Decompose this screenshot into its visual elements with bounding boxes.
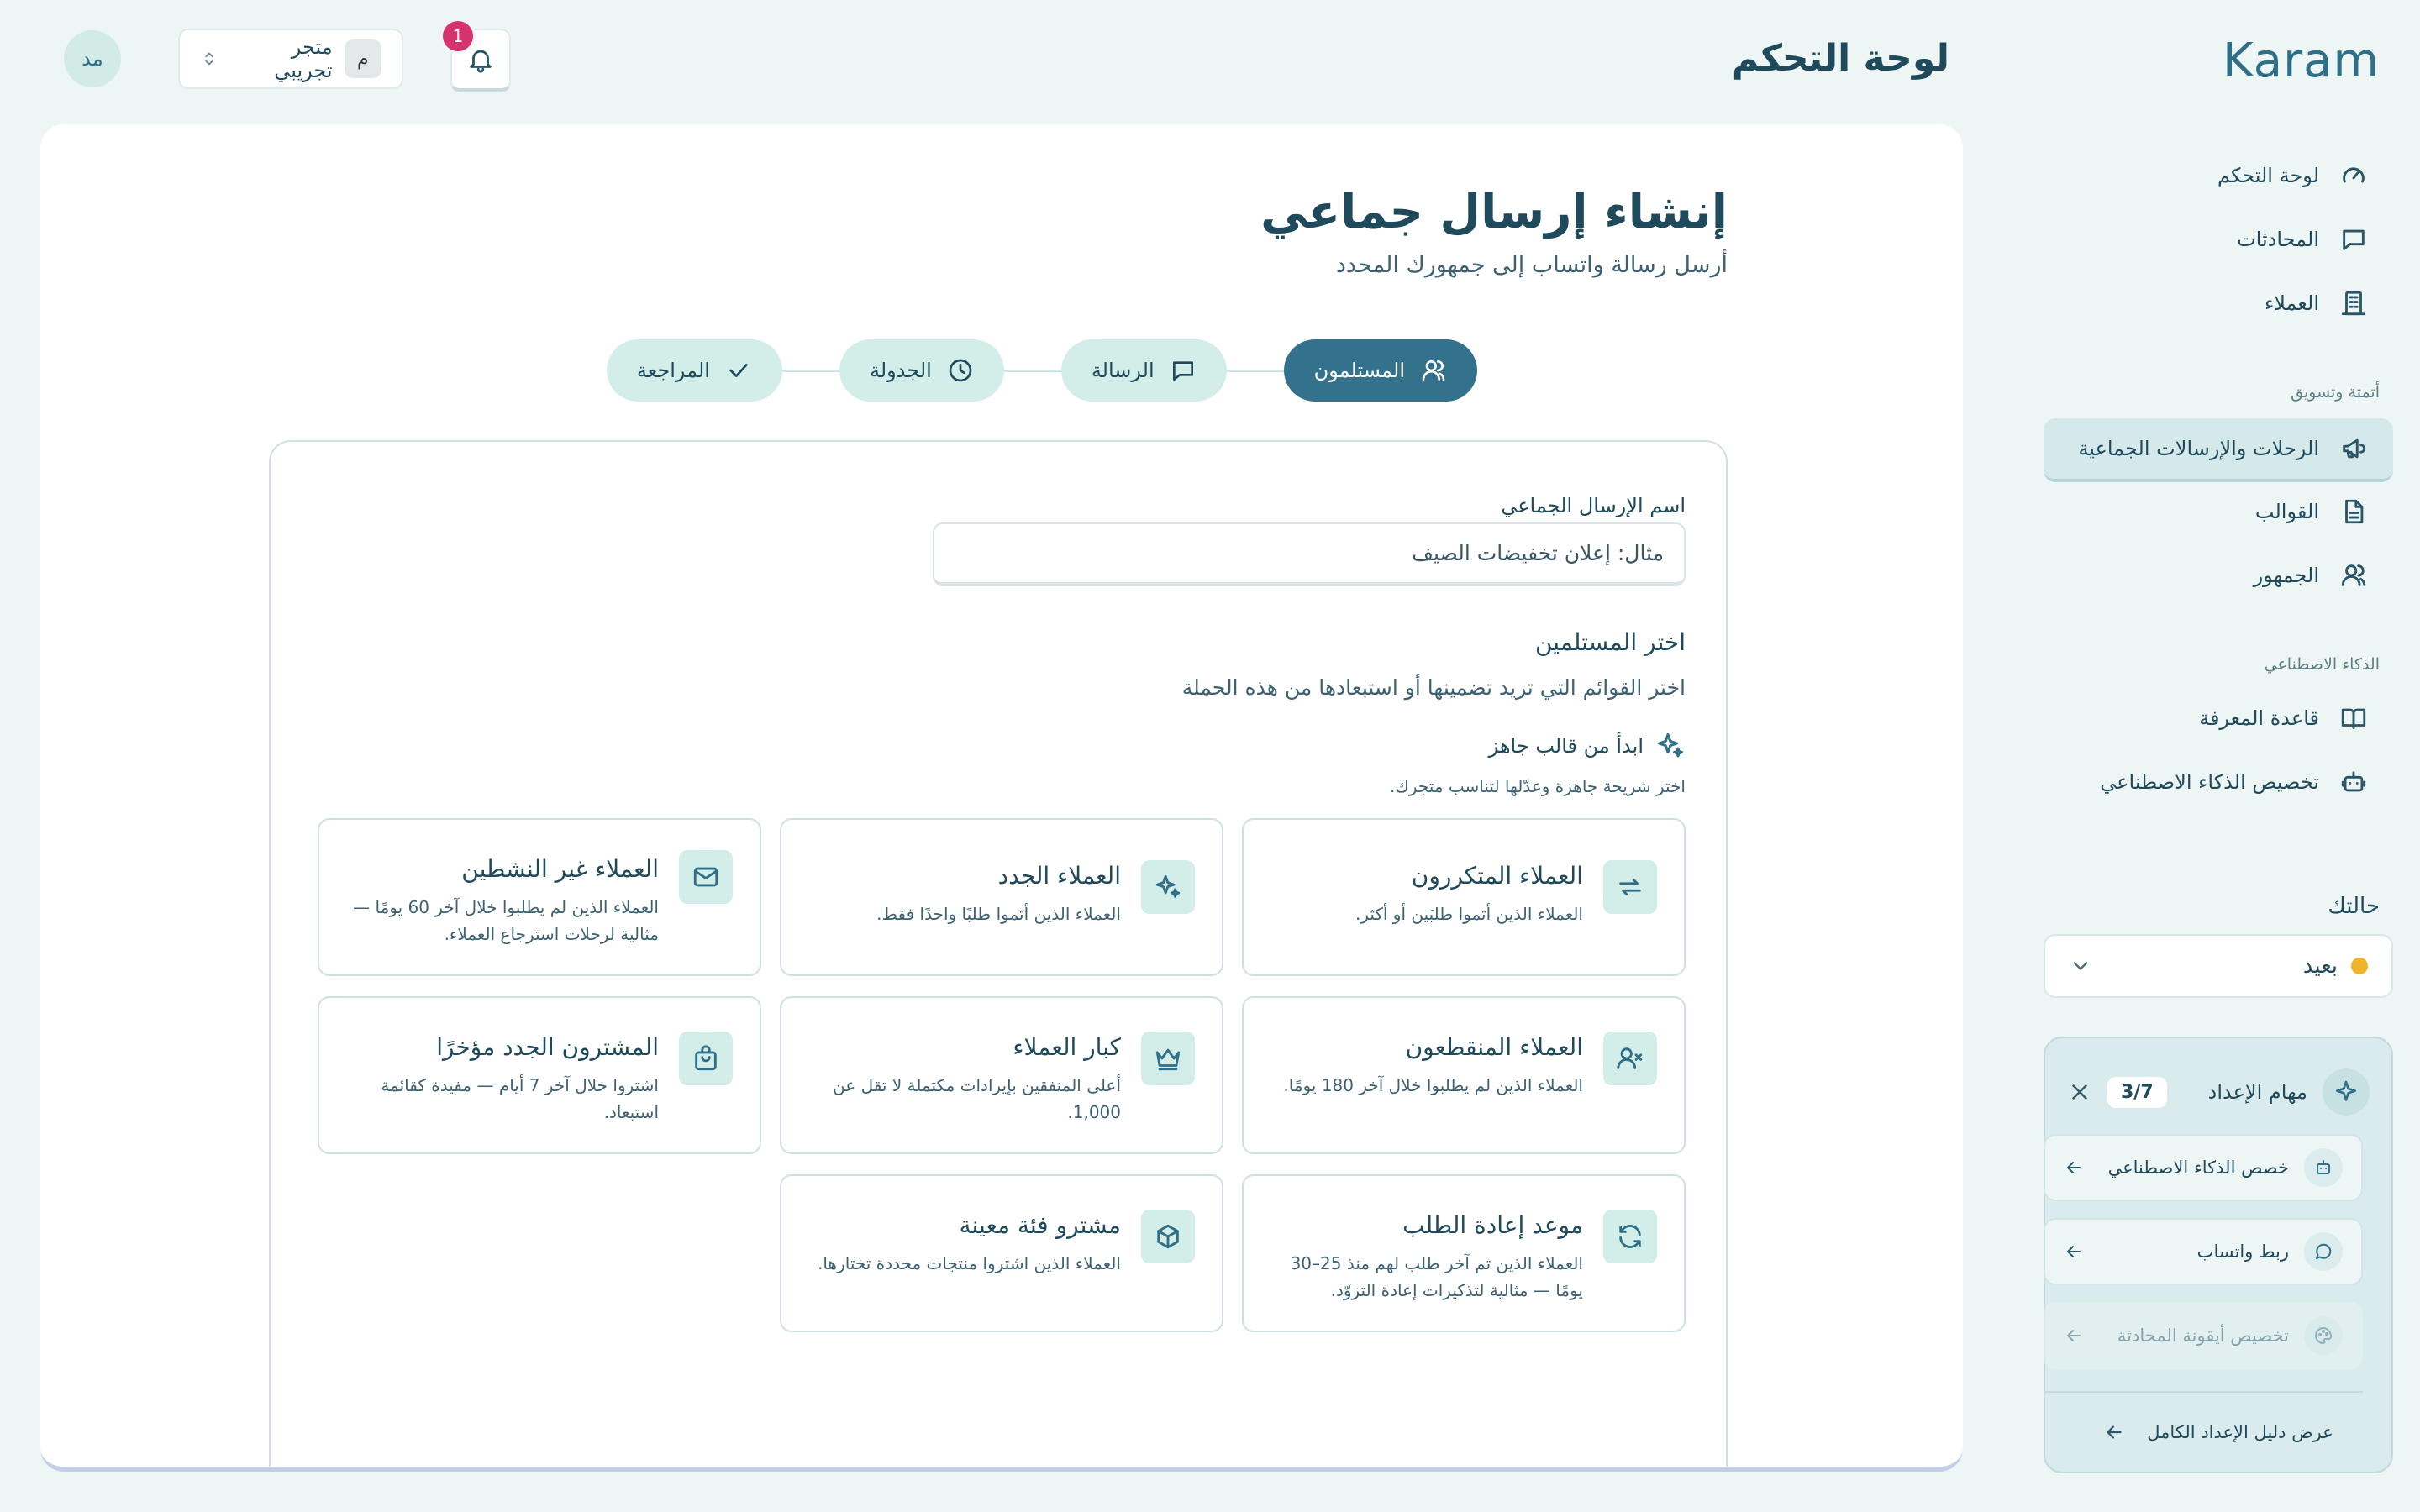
onboarding-task-ai[interactable]: [2044, 1134, 2363, 1201]
bot-icon: [2339, 768, 2368, 796]
segment-description: أعلى المنفقين بإيرادات مكتملة لا تقل عن 1,000.: [833, 1075, 1121, 1122]
segment-description: العملاء الذين أتموا طلبَين أو أكثر.: [1355, 904, 1583, 924]
sidebar-item-audience[interactable]: [2044, 546, 2393, 605]
recipients-description: اختر القوائم التي تريد تضمينها أو استبعادها من هذه الحملة: [1181, 675, 1686, 700]
segment-card-recent-buyers[interactable]: [318, 996, 761, 1154]
sidebar-item-label: تخصيص الذكاء الاصطناعي: [2100, 770, 2319, 794]
broadcast-title: إنشاء إرسال جماعي: [1260, 185, 1728, 239]
gauge-icon: [2339, 161, 2368, 190]
chat-icon: [1170, 357, 1197, 384]
sidebar-item-label: الرحلات والإرسالات الجماعية: [2078, 437, 2319, 460]
segment-title: كبار العملاء: [1013, 1033, 1121, 1061]
crown-icon: [1141, 1032, 1195, 1085]
clock-icon: [947, 357, 974, 384]
bell-icon: [466, 45, 495, 74]
sidebar-item-dashboard[interactable]: [2044, 146, 2393, 205]
section-label-ai: الذكاء الاصطناعي: [2264, 655, 2380, 674]
sparkle-icon: [1655, 731, 1686, 761]
segment-card-vip-customers[interactable]: [780, 996, 1223, 1154]
onboarding-task-label: ربط واتساب: [2196, 1242, 2289, 1262]
palette-icon: [2304, 1316, 2343, 1355]
step-connector: [782, 370, 839, 372]
onboarding-progress-count: 3/7: [2107, 1077, 2167, 1108]
sidebar-item-label: المحادثات: [2237, 228, 2319, 251]
step-label: الرسالة: [1091, 359, 1155, 382]
arrow-left-icon: [2064, 1158, 2084, 1178]
status-label: حالتك: [2328, 894, 2380, 919]
step-label: المراجعة: [636, 359, 710, 382]
user-x-icon: [1603, 1032, 1657, 1085]
repeat-icon: [1603, 860, 1657, 914]
sidebar-item-conversations[interactable]: [2044, 210, 2393, 269]
onboarding-footer-label: عرض دليل الإعداد الكامل: [2147, 1422, 2333, 1442]
status-value: بعيد: [2302, 953, 2338, 979]
sidebar-item-knowledge-base[interactable]: [2044, 689, 2393, 748]
template-heading: [1489, 731, 1686, 761]
sidebar-item-label: العملاء: [2264, 291, 2319, 315]
users-icon: [2339, 561, 2368, 590]
template-hint: اختر شريحة جاهزة وعدّلها لتناسب متجرك.: [1390, 776, 1686, 796]
sidebar-item-label: الجمهور: [2253, 564, 2319, 587]
segment-description: العملاء الذين تم آخر طلب لهم منذ 25–30 يومًا — مثالية لتذكيرات إعادة التزوّد.: [1290, 1253, 1583, 1300]
book-icon: [2339, 704, 2368, 732]
store-avatar: م: [345, 39, 381, 78]
arrow-left-icon: [2064, 1242, 2084, 1262]
sidebar-item-ai-customization[interactable]: [2044, 753, 2393, 811]
document-icon: [2339, 497, 2368, 526]
sparkle-icon: [2323, 1068, 2370, 1116]
karam-logo[interactable]: Karam: [2223, 34, 2380, 88]
onboarding-panel: [2044, 1037, 2393, 1473]
step-message[interactable]: [1061, 339, 1227, 402]
step-schedule[interactable]: [839, 339, 1004, 402]
status-dot: [2351, 958, 2368, 974]
step-connector: [1004, 370, 1061, 372]
megaphone-icon: [2339, 434, 2368, 463]
segment-description: اشتروا خلال آخر 7 أيام — مفيدة كقائمة استبعاد.: [381, 1075, 659, 1122]
check-icon: [725, 357, 752, 384]
segment-title: المشترون الجدد مؤخرًا: [436, 1033, 659, 1061]
sidebar-item-customers[interactable]: [2044, 274, 2393, 333]
sidebar-item-broadcasts[interactable]: [2044, 418, 2393, 482]
store-switcher[interactable]: [178, 29, 403, 89]
broadcast-subtitle: أرسل رسالة واتساب إلى جمهورك المحدد: [1335, 252, 1728, 278]
user-avatar[interactable]: مد: [64, 30, 121, 87]
store-name: متجر تجريبي: [274, 35, 333, 82]
segment-description: العملاء الذين أتموا طلبًا واحدًا فقط.: [876, 904, 1121, 924]
segment-description: العملاء الذين لم يطلبوا خلال آخر 180 يومًا.: [1283, 1075, 1583, 1095]
sidebar-item-templates[interactable]: [2044, 482, 2393, 541]
bag-icon: [679, 1032, 733, 1085]
building-icon: [2339, 289, 2368, 318]
sidebar-item-label: قاعدة المعرفة: [2199, 706, 2319, 730]
onboarding-task-chat-icon[interactable]: [2044, 1302, 2363, 1369]
wizard-stepper: [607, 339, 1477, 402]
divider: [2044, 1391, 2363, 1393]
notification-count-badge: 1: [440, 18, 476, 54]
users-icon: [1420, 357, 1447, 384]
close-icon[interactable]: [2067, 1079, 2092, 1105]
segment-title: العملاء الجدد: [997, 862, 1121, 890]
segment-card-reorder-due[interactable]: [1242, 1174, 1686, 1332]
sidebar-item-label: لوحة التحكم: [2217, 164, 2319, 187]
chevron-down-icon: [2069, 954, 2092, 978]
step-connector: [1227, 370, 1284, 372]
segment-card-inactive-customers[interactable]: [318, 818, 761, 976]
page-title: لوحة التحكم: [1731, 37, 1949, 80]
bot-icon: [2304, 1148, 2343, 1187]
recipients-form: [269, 440, 1728, 1472]
onboarding-full-guide-link[interactable]: [2074, 1411, 2363, 1453]
recipients-heading: اختر المستلمين: [1534, 628, 1686, 656]
chevron-updown-icon: [200, 50, 218, 68]
template-heading-label: ابدأ من قالب جاهز: [1488, 734, 1644, 758]
segment-description: العملاء الذين لم يطلبوا خلال آخر 60 يومًا — مثالية لرحلات استرجاع العملاء.: [353, 897, 659, 944]
main-card: [40, 124, 1963, 1472]
segment-title: العملاء المتكررون: [1411, 862, 1583, 890]
status-select[interactable]: [2044, 934, 2393, 998]
onboarding-task-label: خصص الذكاء الاصطناعي: [2107, 1158, 2289, 1178]
onboarding-title: مهام الإعداد: [2207, 1080, 2307, 1104]
segment-description: العملاء الذين اشتروا منتجات محددة تختارها.: [818, 1253, 1121, 1273]
segment-title: العملاء المنقطعون: [1405, 1033, 1583, 1061]
step-label: المستلمون: [1313, 359, 1405, 382]
segment-card-new-customers[interactable]: [780, 818, 1223, 976]
broadcast-name-input[interactable]: [933, 522, 1686, 586]
segment-title: موعد إعادة الطلب: [1402, 1211, 1583, 1239]
onboarding-task-label: تخصيص أيقونة المحادثة: [2117, 1326, 2289, 1346]
step-label: الجدولة: [869, 359, 932, 382]
segment-card-repeat-customers[interactable]: [1242, 818, 1686, 976]
sidebar: [2017, 0, 2420, 1512]
segment-title: العملاء غير النشطين: [461, 855, 659, 883]
section-label-marketing: أتمتة وتسويق: [2291, 383, 2380, 402]
sidebar-item-label: القوالب: [2254, 500, 2319, 523]
onboarding-header: [2067, 1068, 2370, 1116]
arrow-left-icon: [2103, 1421, 2125, 1443]
segment-card-category-buyers[interactable]: [780, 1174, 1223, 1332]
broadcast-name-label: اسم الإرسال الجماعي: [1501, 494, 1686, 517]
step-recipients[interactable]: [1284, 339, 1477, 402]
step-review[interactable]: [607, 339, 782, 402]
box-icon: [1141, 1210, 1195, 1263]
refresh-icon: [1603, 1210, 1657, 1263]
onboarding-task-whatsapp[interactable]: [2044, 1218, 2363, 1285]
mail-icon: [679, 850, 733, 904]
chat-icon: [2339, 225, 2368, 254]
sparkle-icon: [1141, 860, 1195, 914]
segment-card-lapsed-customers[interactable]: [1242, 996, 1686, 1154]
arrow-left-icon: [2064, 1326, 2084, 1346]
segment-title: مشترو فئة معينة: [959, 1211, 1121, 1239]
whatsapp-icon: [2304, 1232, 2343, 1271]
